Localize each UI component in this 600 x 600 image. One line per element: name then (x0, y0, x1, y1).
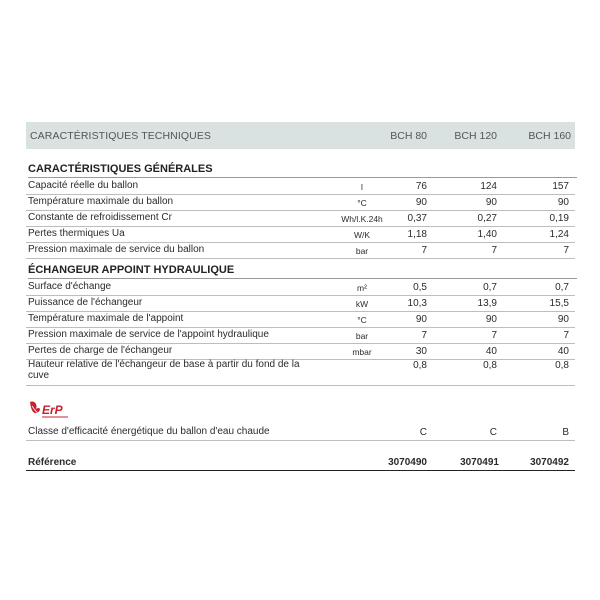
value-bch80: 10,3 (407, 298, 427, 309)
reference-bch80: 3070490 (388, 457, 427, 468)
value-bch80: 0,5 (413, 282, 427, 293)
section-title-general: CARACTÉRISTIQUES GÉNÉRALES (28, 163, 577, 178)
table-row (26, 296, 575, 312)
value-bch120: 7 (491, 330, 497, 341)
reference-bch120: 3070491 (460, 457, 499, 468)
value-bch160: 0,7 (555, 282, 569, 293)
value-bch120: C (489, 427, 497, 438)
value-bch80: 30 (415, 346, 427, 357)
section-title-exchanger: ÉCHANGEUR APPOINT HYDRAULIQUE (28, 264, 577, 279)
row-label: Puissance de l'échangeur (28, 297, 143, 308)
value-bch120: 124 (480, 181, 497, 192)
column-header-bch160: BCH 160 (528, 130, 571, 142)
value-bch160: 157 (552, 181, 569, 192)
row-unit: m² (357, 283, 367, 293)
value-bch160: 90 (557, 314, 569, 325)
svg-text:ErP: ErP (42, 403, 63, 417)
row-unit: mbar (352, 347, 372, 357)
value-bch160: 0,8 (555, 360, 569, 371)
value-bch160: 7 (563, 245, 569, 256)
table-row (26, 243, 575, 259)
reference-bch160: 3070492 (530, 457, 569, 468)
value-bch120: 90 (485, 314, 497, 325)
column-header-bch120: BCH 120 (454, 130, 497, 142)
value-bch120: 40 (485, 346, 497, 357)
reference-row (26, 456, 575, 471)
value-bch160: 0,19 (549, 213, 569, 224)
row-unit: W/K (353, 230, 371, 240)
value-bch80: 90 (415, 314, 427, 325)
table-row (26, 227, 575, 243)
table-row (26, 195, 575, 211)
erp-logo-icon (28, 400, 78, 420)
value-bch80: 7 (421, 245, 427, 256)
row-label: Température maximale de l'appoint (28, 313, 184, 324)
table-row-energy-class (26, 425, 575, 441)
row-label: Pression maximale de service du ballon (28, 244, 205, 255)
row-label: Surface d'échange (28, 281, 112, 292)
value-bch80: 0,8 (413, 360, 427, 371)
row-label: Pertes de charge de l'échangeur (28, 345, 173, 356)
row-label: Pertes thermiques Ua (28, 228, 125, 239)
value-bch160: 15,5 (549, 298, 569, 309)
value-bch80: 76 (415, 181, 427, 192)
row-unit: Wh/l.K.24h (341, 214, 383, 224)
row-label: Pression maximale de service de l'appoint hydraulique (28, 329, 269, 340)
value-bch80: C (419, 427, 427, 438)
value-bch120: 1,40 (477, 229, 497, 240)
table-row (26, 358, 575, 386)
row-unit: l (361, 182, 363, 192)
table-row (26, 312, 575, 328)
value-bch160: B (562, 427, 569, 438)
value-bch160: 1,24 (549, 229, 569, 240)
row-label: Hauteur relative de l'échangeur de base à partir du fond de la cuve (28, 359, 300, 381)
value-bch160: 40 (557, 346, 569, 357)
table-row (26, 211, 575, 227)
value-bch160: 90 (557, 197, 569, 208)
value-bch80: 1,18 (407, 229, 427, 240)
value-bch80: 0,37 (407, 213, 427, 224)
table-row (26, 328, 575, 344)
value-bch80: 90 (415, 197, 427, 208)
value-bch120: 13,9 (477, 298, 497, 309)
value-bch120: 7 (491, 245, 497, 256)
value-bch120: 90 (485, 197, 497, 208)
value-bch120: 0,7 (483, 282, 497, 293)
value-bch160: 7 (563, 330, 569, 341)
value-bch80: 7 (421, 330, 427, 341)
table-header (26, 122, 575, 149)
table-title: CARACTÉRISTIQUES TECHNIQUES (30, 130, 212, 142)
row-unit: bar (355, 246, 369, 256)
row-label: Température maximale du ballon (28, 196, 174, 207)
table-row (26, 280, 575, 296)
table-row (26, 179, 575, 195)
row-unit: °C (357, 198, 367, 208)
row-label: Classe d'efficacité énergétique du ballon d'eau chaude (28, 426, 270, 437)
row-label: Capacité réelle du ballon (28, 180, 139, 191)
value-bch120: 0,8 (483, 360, 497, 371)
reference-label: Référence (28, 457, 77, 468)
column-header-bch80: BCH 80 (390, 130, 427, 142)
row-unit: °C (357, 315, 367, 325)
row-label: Constante de refroidissement Cr (28, 212, 172, 223)
row-unit: kW (355, 299, 369, 309)
value-bch120: 0,27 (477, 213, 497, 224)
row-unit: bar (355, 331, 369, 341)
